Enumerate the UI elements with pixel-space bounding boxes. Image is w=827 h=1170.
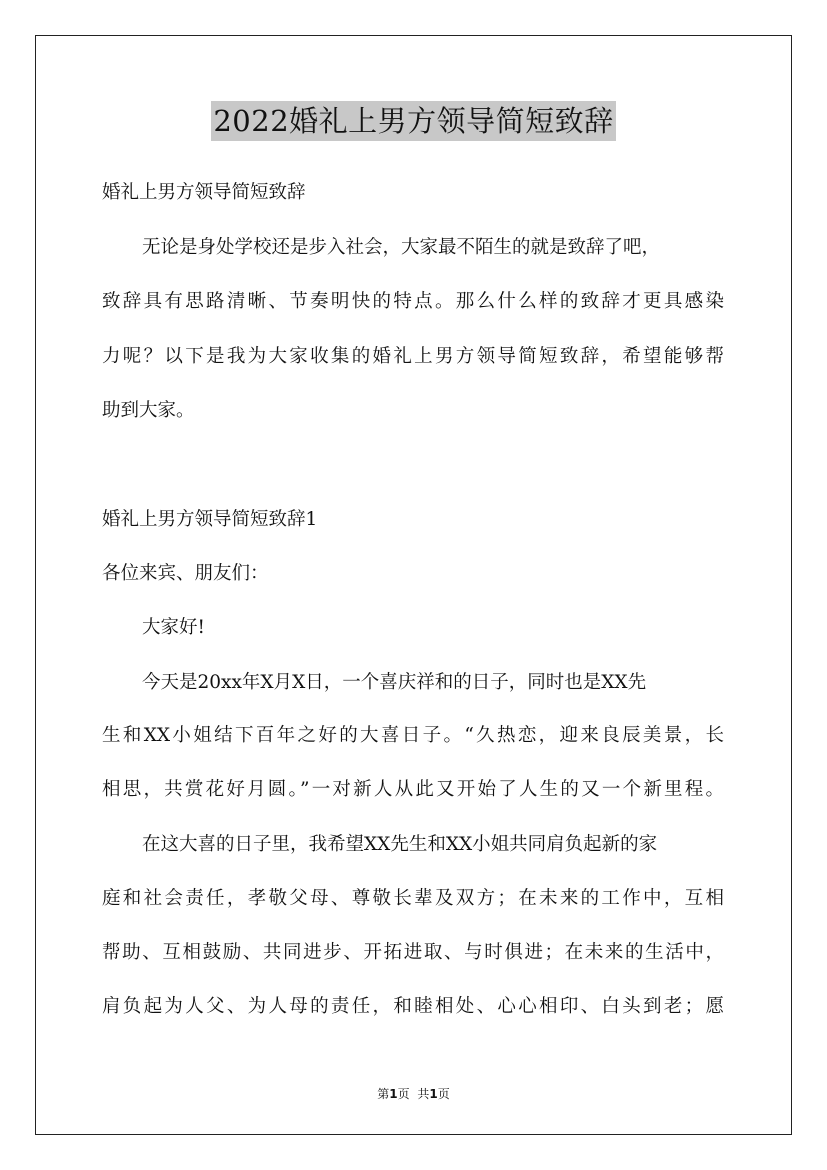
para2-line-2: 庭和社会责任，孝敬父母、尊敬长辈及双方；在未来的工作中，互相 (102, 888, 724, 909)
intro-line-2: 致辞具有思路清晰、节奏明快的特点。那么什么样的致辞才更具感染 (102, 291, 724, 312)
greeting-line: 各位来宾、朋友们： (102, 563, 269, 584)
page-suffix: 页 (397, 1087, 410, 1101)
document-title: 2022婚礼上男方领导简短致辞 (211, 101, 615, 141)
para1-line-2: 生和XX小姐结下百年之好的大喜日子。“久热恋，迎来良辰美景，长 (102, 725, 724, 746)
total-pages: 1 (429, 1087, 438, 1101)
page-number: 1 (389, 1087, 398, 1101)
para2-line-4: 肩负起为人父、为人母的责任，和睦相处、心心相印、白头到老；愿 (102, 996, 724, 1017)
para1-line-1: 今天是20xx年X月X日，一个喜庆祥和的日子，同时也是XX先 (142, 672, 647, 693)
title-container (0, 101, 827, 141)
total-suffix: 页 (437, 1087, 450, 1101)
para2-line-1: 在这大喜的日子里，我希望XX先生和XX小姐共同肩负起新的家 (142, 834, 658, 855)
section-heading: 婚礼上男方领导简短致辞1 (102, 509, 318, 530)
intro-line-4: 助到大家。 (102, 400, 195, 421)
para2-line-3: 帮助、互相鼓励、共同进步、开拓进取、与时俱进；在未来的生活中， (102, 942, 724, 963)
intro-line-1: 无论是身处学校还是步入社会，大家最不陌生的就是致辞了吧， (142, 237, 661, 258)
page-prefix: 第 (377, 1087, 390, 1101)
intro-line-3: 力呢？以下是我为大家收集的婚礼上男方领导简短致辞，希望能够帮 (102, 346, 724, 367)
para1-line-3: 相思，共赏花好月圆。”一对新人从此又开始了人生的又一个新里程。 (102, 779, 724, 800)
hello-line: 大家好! (142, 617, 205, 638)
document-subtitle: 婚礼上男方领导简短致辞 (102, 182, 306, 203)
total-prefix: 共 (417, 1087, 430, 1101)
page-footer (0, 1086, 827, 1102)
